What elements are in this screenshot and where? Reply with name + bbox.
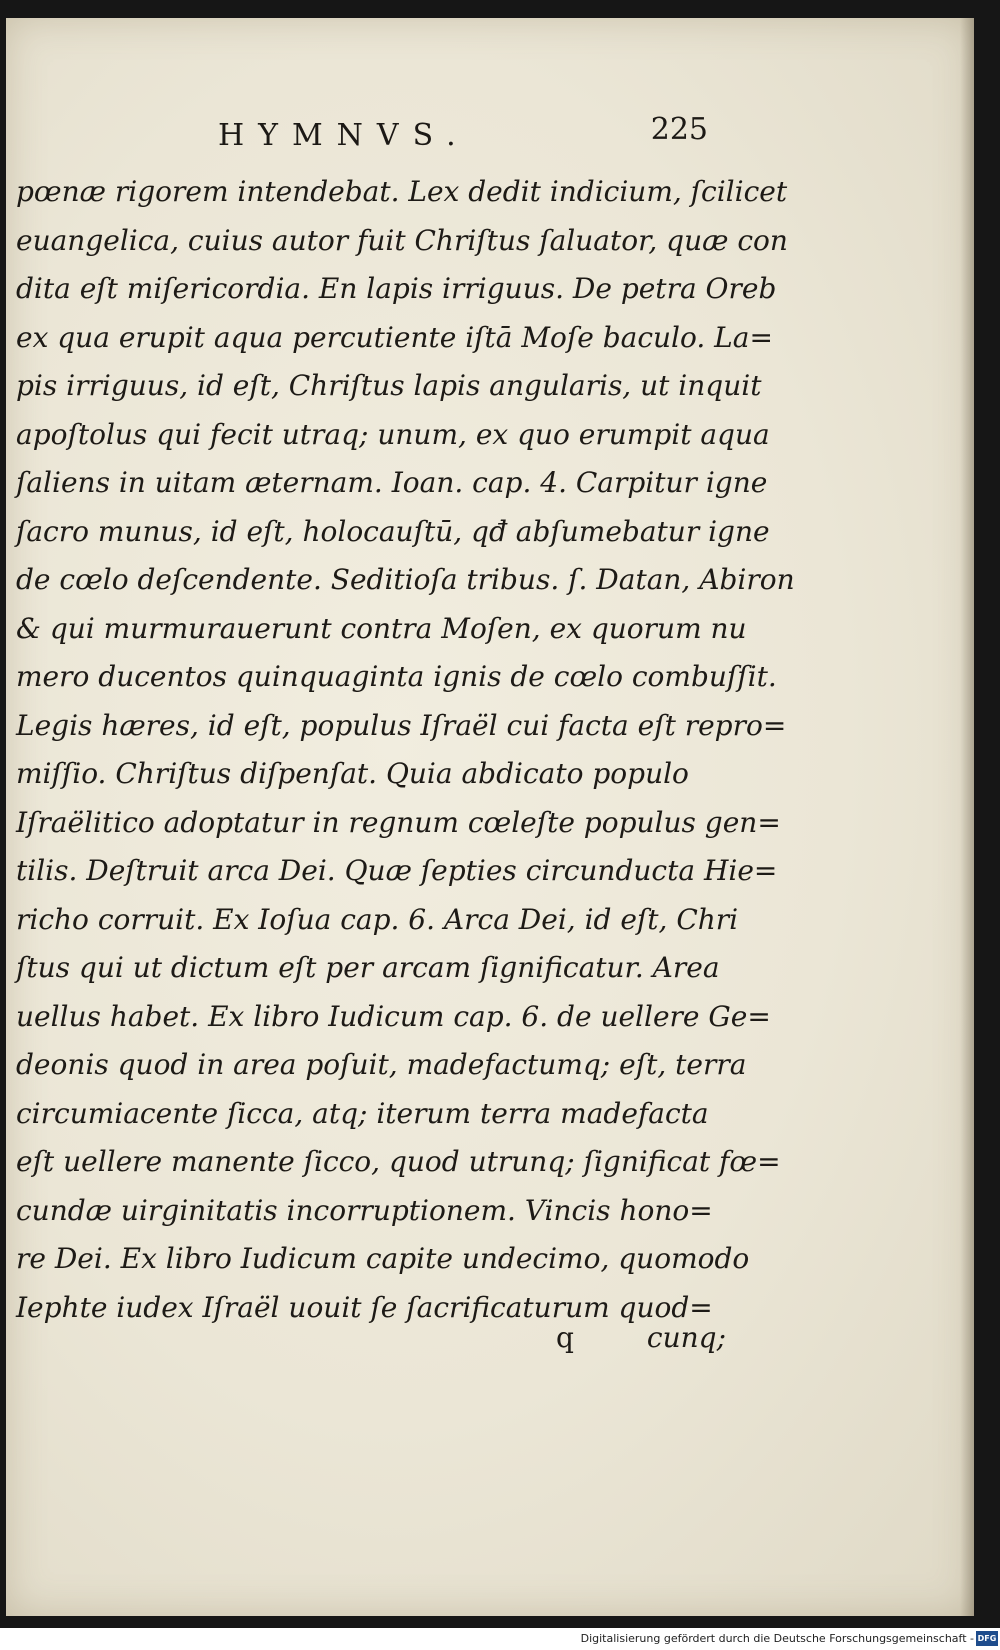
text-line: euangelica, cuius autor fuit Chriſtus ſaluator, quæ con: [16, 223, 788, 257]
text-line: dita eſt miſericordia. En lapis irriguus. De petra Oreb: [16, 272, 777, 305]
text-line: circumiacente ſicca, atq; iterum terra madefacta: [16, 1096, 709, 1130]
text-line: uellus habet. Ex libro Iudicum cap. 6. de uellere Ge=: [16, 999, 771, 1033]
text-line: pœnæ rigorem intendebat. Lex dedit indicium, ſcilicet: [16, 175, 788, 208]
text-line: tilis. Deſtruit arca Dei. Quæ ſepties circunducta Hie=: [16, 854, 778, 887]
running-title: HYMNVS.: [218, 118, 470, 153]
text-line: Iſraëlitico adoptatur in regnum cœleſte populus gen=: [16, 805, 781, 839]
text-line: Legis hæres, id eſt, populus Iſraël cui facta eſt repro=: [16, 708, 787, 742]
book-page: [6, 18, 974, 1616]
text-line: re Dei. Ex libro Iudicum capite undecimo, quomodo: [16, 1242, 750, 1275]
text-line: & qui murmurauerunt contra Moſen, ex quorum nu: [16, 611, 747, 645]
catchword: cunq;: [646, 1321, 726, 1354]
text-line: cundæ uirginitatis incorruptionem. Vincis hono=: [16, 1193, 713, 1227]
text-line: de cœlo deſcendente. Seditioſa tribus. ſ. Datan, Abiron: [16, 563, 795, 596]
text-line: richo corruit. Ex Ioſua cap. 6. Arca Dei, id eſt, Chri: [16, 902, 739, 936]
text-line: miſſio. Chriſtus diſpenſat. Quia abdicato populo: [16, 757, 689, 790]
text-line: eſt uellere manente ſicco, quod utrunq; ſignificat fœ=: [16, 1145, 781, 1178]
signature-mark: q: [556, 1321, 574, 1354]
text-block: [16, 168, 795, 1332]
text-line: ſacro munus, id eſt, holocauſtū, qđ abſumebatur igne: [16, 514, 770, 548]
text-line: apoſtolus qui fecit utraq; unum, ex quo erumpit aqua: [16, 417, 770, 451]
text-line: Iephte iudex Iſraël uouit ſe ſacrificaturum quod=: [16, 1290, 713, 1324]
dfg-logo: DFG: [976, 1631, 998, 1646]
catchword-line: [526, 1321, 746, 1361]
funding-credit: Digitalisierung gefördert durch die Deutsche Forschungsgemeinschaft -: [580, 1632, 974, 1645]
text-line: ſaliens in uitam æternam. Ioan. cap. 4. Carpitur igne: [16, 466, 768, 499]
text-line: deonis quod in area poſuit, madefactumq; eſt, terra: [16, 1048, 747, 1081]
text-line: pis irriguus, id eſt, Chriſtus lapis angularis, ut inquit: [16, 369, 762, 402]
footer-bar: [0, 1628, 1000, 1650]
running-head: [206, 100, 726, 160]
text-line: ſtus qui ut dictum eſt per arcam ſignificatur. Area: [16, 951, 720, 984]
page-edge-shadow: [960, 18, 974, 1616]
page-number: 225: [650, 112, 708, 147]
text-line: mero ducentos quinquaginta ignis de cœlo combuſſit.: [16, 660, 777, 693]
text-line: ex qua erupit aqua percutiente iſtā Moſe baculo. La=: [16, 320, 773, 354]
